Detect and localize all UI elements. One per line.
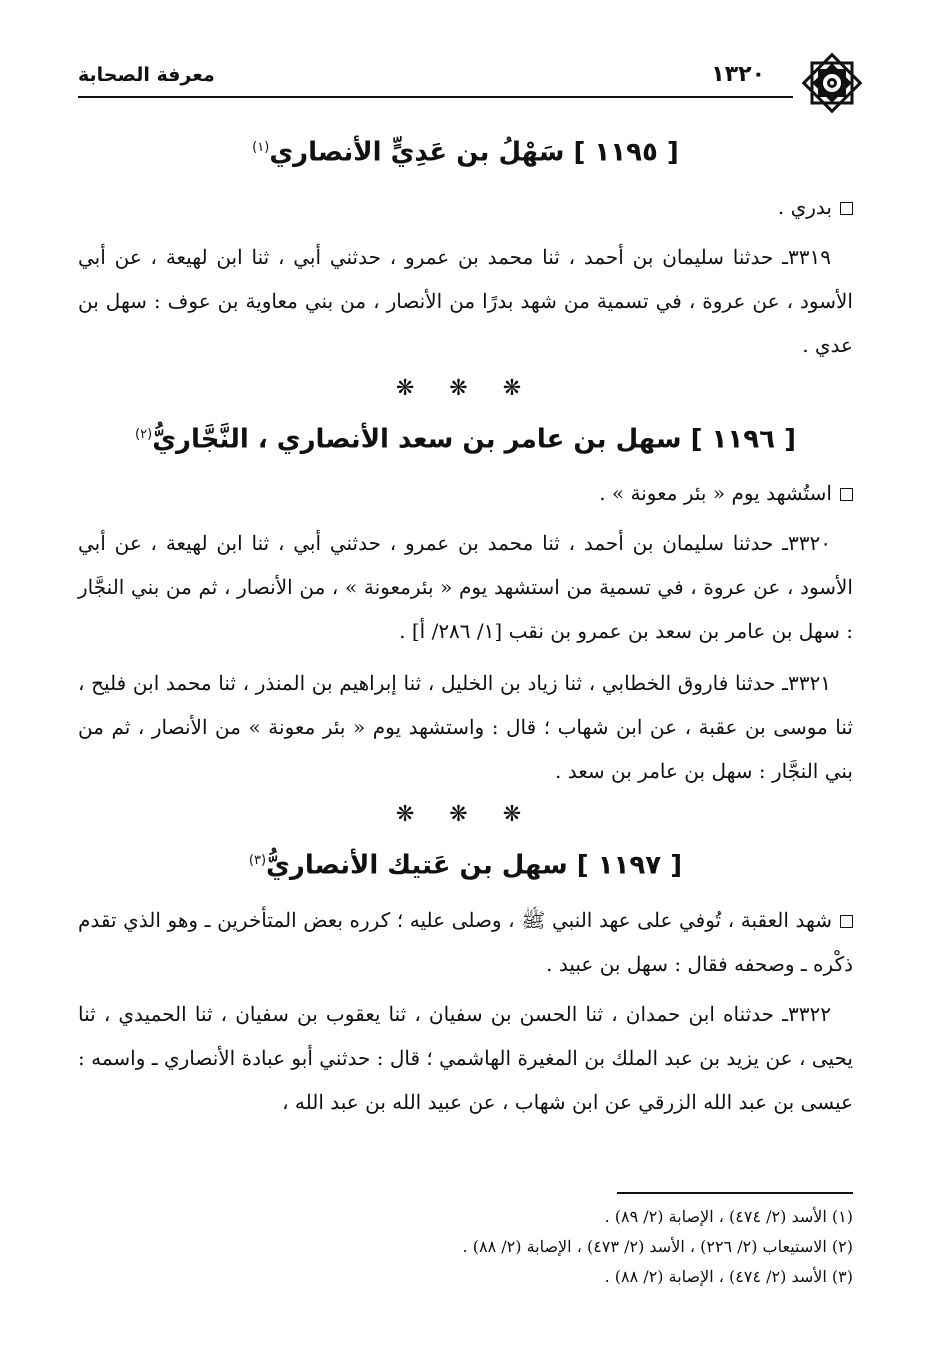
page-content	[78, 128, 853, 1124]
footnote-3: (٣) الأسد (٢/ ٤٧٤) ، الإصابة (٢/ ٨٨) .	[604, 1267, 853, 1286]
entry-heading: [ ١١٩٧ ] سهل بن عَتيك الأنصاريُّ$^{(٣)}$	[248, 850, 683, 881]
footnote-rule	[617, 1192, 853, 1194]
running-header	[78, 48, 853, 106]
footnote-1: (١) الأسد (٢/ ٤٧٤) ، الإصابة (٢/ ٨٩) .	[604, 1207, 853, 1226]
footnote-ref: (٣)	[248, 853, 267, 869]
footnotes	[78, 1192, 853, 1292]
entry-1196	[78, 415, 853, 794]
narration-3320: ٣٣٢٠ـ حدثنا سليمان بن أحمد ، ثنا محمد بن عمرو ، حدثني أبي ، ثنا ابن لهيعة ، عن أبي الأسود ، عن عروة ، في تسمية من استشهد يوم « بئرمعونة » ، من الأنصار ، ثم من بني النجَّار : سهل بن عامر بن سعد بن عمرو بن نقب [١/ ٢٨٦/ أ] .	[78, 531, 853, 644]
header-rule	[78, 96, 793, 98]
entry-heading: [ ١١٩٥ ] سَهْلُ بن عَدِيٍّ الأنصاري$^{(١)}$	[252, 137, 679, 168]
section-separator: ❋ ❋ ❋	[395, 802, 536, 828]
entry-heading: [ ١١٩٦ ] سهل بن عامر بن سعد الأنصاري ، النَّجَّاريُّ$^{(٢)}$	[135, 424, 796, 455]
narration-3319: ٣٣١٩ـ حدثنا سليمان بن أحمد ، ثنا محمد بن عمرو ، حدثني أبي ، ثنا ابن لهيعة ، عن أبي الأسود ، عن عروة ، في تسمية من شهد بدرًا من الأنصار ، من بني معاوية بن عوف : سهل بن عدي .	[78, 244, 853, 357]
octagonal-star-ornament-icon	[801, 52, 863, 114]
entry-1197	[78, 841, 853, 1124]
square-bullet-icon	[840, 915, 853, 928]
entry-note: بدري .	[78, 185, 853, 229]
book-page	[78, 48, 853, 1318]
narration-3321: ٣٣٢١ـ حدثنا فاروق الخطابي ، ثنا زياد بن الخليل ، ثنا إبراهيم بن المنذر ، ثنا محمد ابن فليح ، ثنا موسى بن عقبة ، عن ابن شهاب ؛ قال : واستشهد يوم « بئر معونة » من الأنصار ، ثم من بني النجَّار : سهل بن عامر بن سعد .	[78, 671, 853, 784]
running-title: معرفة الصحابة	[78, 64, 215, 86]
page-number: ١٣٢٠	[711, 62, 765, 87]
footnote-ref: (١)	[252, 140, 270, 155]
entry-1195	[78, 128, 853, 367]
footnote-2: (٢) الاستيعاب (٢/ ٢٢٦) ، الأسد (٢/ ٤٧٣) ، الإصابة (٢/ ٨٨) .	[462, 1237, 853, 1256]
footnote-ref: (٢)	[135, 426, 153, 442]
narration-3322: ٣٣٢٢ـ حدثناه ابن حمدان ، ثنا الحسن بن سفيان ، ثنا يعقوب بن سفيان ، ثنا الحميدي ، ثنا يحيى ، عن يزيد بن عبد الملك بن المغيرة الهاشمي ؛ قال : حدثني أبو عبادة الأنصاري ـ واسمه : عيسى بن عبد الله الزرقي عن ابن شهاب ، عن عبيد الله بن عبد الله ،	[78, 1001, 853, 1114]
entry-note: شهد العقبة ، تُوفي على عهد النبي ﷺ ، وصلى عليه ؛ كرره بعض المتأخرين ـ وهو الذي تقدم ذكْره ـ وصحفه فقال : سهل بن عبيد .	[78, 907, 853, 976]
entry-note: استُشهد يوم « بئر معونة » .	[78, 471, 853, 515]
section-separator: ❋ ❋ ❋	[395, 375, 536, 401]
square-bullet-icon	[840, 202, 853, 215]
square-bullet-icon	[840, 488, 853, 501]
